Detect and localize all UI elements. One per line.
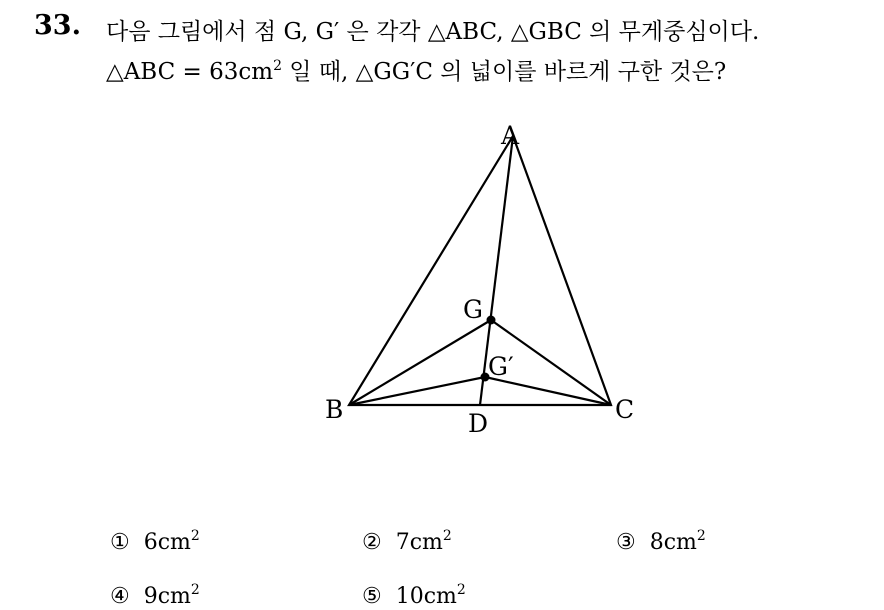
choice-4-exponent: 2 — [190, 582, 200, 598]
choice-3-marker: ③ — [616, 530, 636, 555]
segment-gb — [349, 320, 491, 405]
triangle-abc — [349, 136, 611, 405]
question-text-line1: 다음 그림에서 점 G, G′ 은 각각 △ABC, △GBC 의 무게중심이다. — [106, 19, 760, 45]
label-a: A — [501, 121, 520, 150]
choice-3[interactable] — [616, 530, 706, 555]
label-c: C — [615, 395, 635, 424]
choice-4-marker: ④ — [110, 584, 130, 609]
choice-5-exponent: 2 — [456, 582, 466, 598]
question-text-line2-prefix: △ABC = 63cm — [106, 59, 274, 85]
choice-5-value: 10cm — [395, 584, 457, 609]
choice-2-value: 7cm — [395, 530, 443, 555]
choice-1-value: 6cm — [143, 530, 191, 555]
segment-gprime-b — [349, 377, 485, 405]
choice-2[interactable] — [362, 530, 452, 555]
label-g-prime: G′ — [488, 352, 514, 381]
choice-5[interactable] — [362, 584, 466, 609]
label-d: D — [468, 409, 489, 438]
point-g — [487, 316, 496, 325]
choice-1[interactable] — [110, 530, 200, 555]
choice-3-value: 8cm — [649, 530, 697, 555]
choice-1-marker: ① — [110, 530, 130, 555]
choice-5-marker: ⑤ — [362, 584, 382, 609]
label-b: B — [325, 395, 344, 424]
question-text-line2-exponent: 2 — [273, 58, 282, 74]
choice-4-value: 9cm — [143, 584, 191, 609]
choice-1-exponent: 2 — [190, 528, 200, 544]
question-text-line2-suffix: 일 때, △GG′C 의 넓이를 바르게 구한 것은? — [282, 59, 727, 85]
choice-2-marker: ② — [362, 530, 382, 555]
choice-2-exponent: 2 — [442, 528, 452, 544]
question-number: 33. — [34, 10, 81, 41]
choice-3-exponent: 2 — [696, 528, 706, 544]
choice-4[interactable] — [110, 584, 200, 609]
label-g: G — [463, 295, 483, 324]
